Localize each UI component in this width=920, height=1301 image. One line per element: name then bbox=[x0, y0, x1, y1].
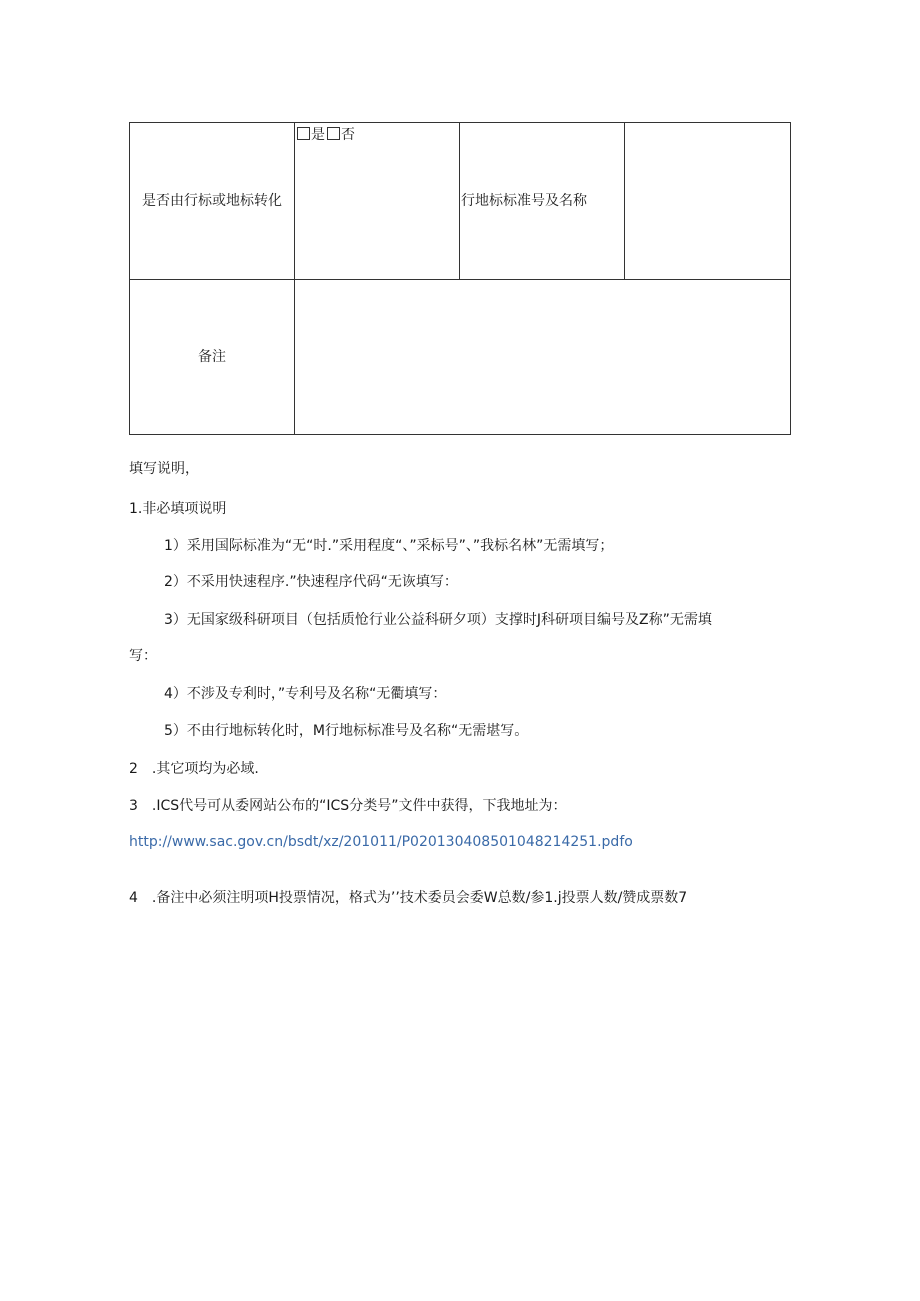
sub-item-1: 1）采用国际标准为“无“时.”采用程度“、”采标号”、”我标名林”无需填写； bbox=[164, 538, 614, 554]
conversion-row bbox=[130, 123, 791, 280]
sub-item-3: 3）无国家级科研项目（包括质怆行业公益科研夕项）支撑时J科研项目编号及Z称”无需填 bbox=[164, 612, 712, 628]
no-checkbox[interactable] bbox=[327, 127, 340, 140]
ics-download-link[interactable]: http://www.sac.gov.cn/bsdt/xz/201011/P020130408501048214251.pdfo bbox=[129, 834, 633, 850]
remarks-label: 备注 bbox=[130, 280, 295, 435]
yes-checkbox[interactable] bbox=[297, 127, 310, 140]
conversion-label: 是否由行标或地标转化 bbox=[130, 123, 295, 280]
remarks-value[interactable] bbox=[295, 280, 791, 435]
item3: 3 .ICS代号可从委网站公布的“ICS分类号”文件中获得，下我地址为： bbox=[129, 798, 567, 814]
standard-number-value[interactable] bbox=[625, 123, 791, 280]
item1-title: 1.非必填项说明 bbox=[129, 501, 227, 517]
sub-item-5: 5）不由行地标转化时，M行地标标准号及名称“无需堪写。 bbox=[164, 723, 529, 739]
form-table bbox=[129, 122, 791, 435]
yes-no-cell bbox=[295, 123, 460, 280]
remarks-row bbox=[130, 280, 791, 435]
item4: 4 .备注中必须注明项H投票情况，格式为’’技术委员会委W总数/参1.j投票人数/赞成票数7 bbox=[129, 890, 688, 906]
item2: 2 .其它项均为必域. bbox=[129, 761, 259, 777]
sub-item-3-continued: 写： bbox=[129, 648, 157, 664]
sub-item-4: 4）不涉及专利时，”专利号及名称“无衢填写： bbox=[164, 686, 447, 702]
no-label: 否 bbox=[341, 127, 355, 143]
yes-label: 是 bbox=[311, 127, 325, 143]
standard-number-label: 行地标标准号及名称 bbox=[460, 123, 625, 280]
instructions-heading: 填写说明， bbox=[129, 461, 199, 477]
sub-item-2: 2）不采用快速程序.”快速程序代码“无诙填写： bbox=[164, 574, 458, 590]
